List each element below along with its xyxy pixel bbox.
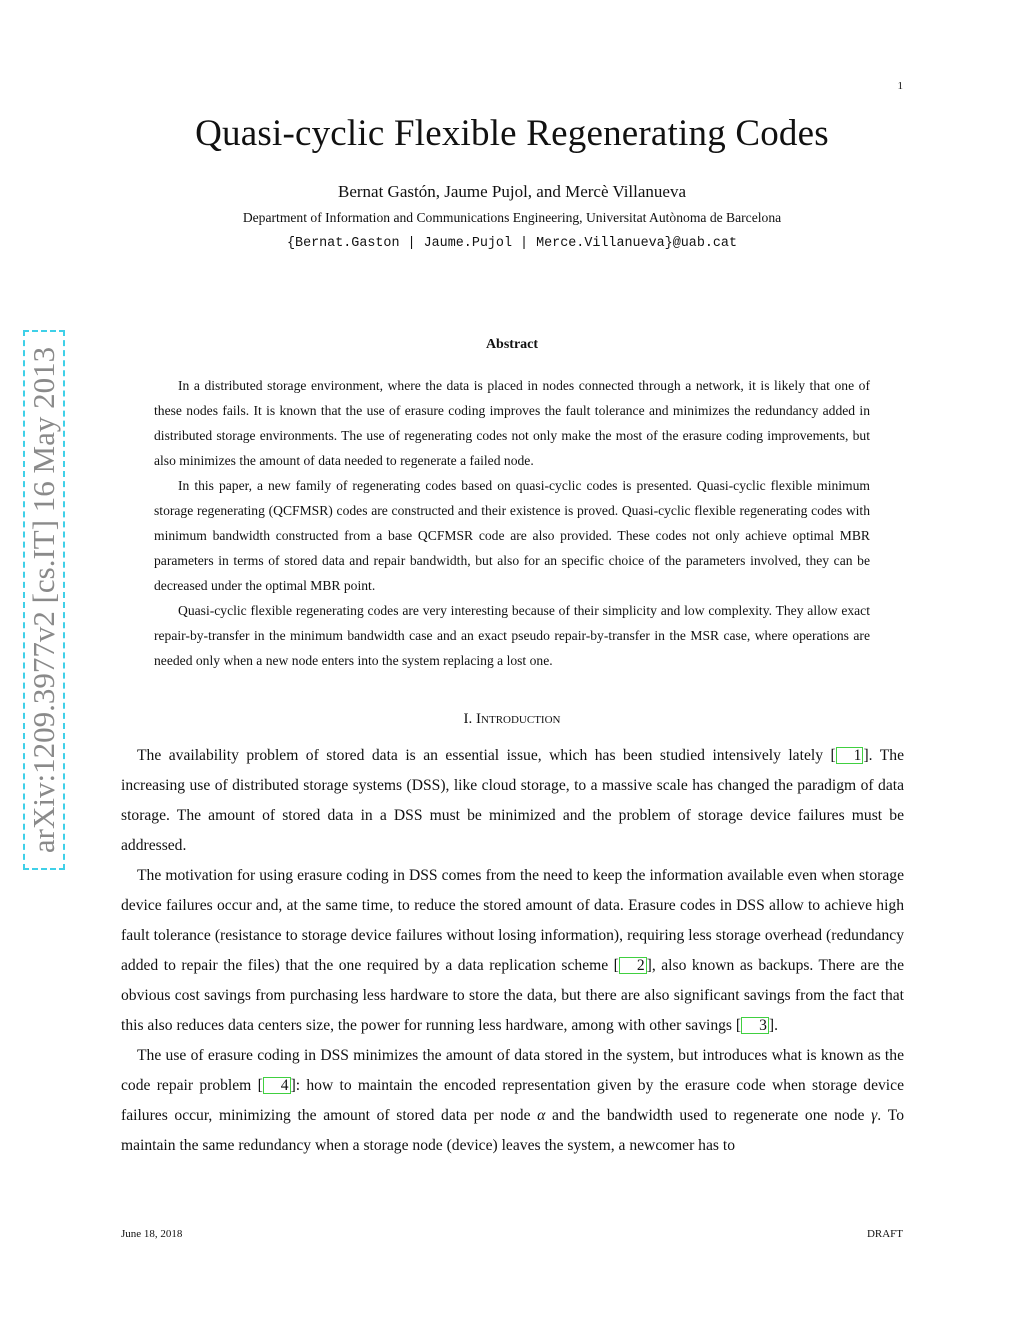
text-run: The availability problem of stored data is an essential issue, which has been studied intensively lately [ — [137, 747, 836, 764]
text-run: The motivation for using erasure coding in DSS comes from the need to keep the information available even when storage device failures occur and, at the same time, to reduce the stored amount of data. Erasure codes in DSS allow to achieve high fault tolerance (resistance to storage device failures without losing information), requiring less storage overhead (redundancy added to repair the files) that the one required by a data replication scheme [ — [121, 867, 904, 974]
text-run: ]: how to maintain the encoded representation given by the erasure code when storage device failures occur, minimizing the amount of stored data per node — [121, 1077, 904, 1124]
text-run: and the bandwidth used to regenerate one node — [545, 1107, 872, 1124]
text-run: . To maintain the same redundancy when a storage node (device) leaves the system, a newcomer has to — [121, 1107, 904, 1154]
footer-draft: DRAFT — [866, 1228, 903, 1240]
intro-paragraph — [121, 861, 904, 1041]
text-run: ]. — [768, 1017, 778, 1034]
intro-paragraph — [121, 1041, 904, 1161]
intro-paragraph — [121, 741, 904, 861]
abstract-paragraph: In this paper, a new family of regenerating codes based on quasi-cyclic codes is presented. Quasi-cyclic flexible minimum storage regenerating (QCFMSR) codes are constructed and their existence is proved. Quasi-cyclic flexible regenerating codes with minimum bandwidth constructed from a base QCFMSR code are also provided. These codes not only achieve optimal MBR parameters in terms of stored data and repair bandwidth, but also for an specific choice of the parameters involved, they can be decreased under the optimal MBR point. — [154, 478, 870, 593]
math-alpha: α — [537, 1107, 546, 1124]
math-gamma: γ — [871, 1107, 878, 1124]
footer-date: June 18, 2018 — [121, 1228, 183, 1240]
citation-link[interactable]: 4 — [263, 1077, 291, 1094]
arxiv-identifier: arXiv:1209.3977v2 [cs.IT] 16 May 2013 — [26, 346, 61, 854]
authors: Bernat Gastón, Jaume Pujol, and Mercè Villanueva — [337, 182, 687, 201]
section-number: I. — [463, 711, 477, 727]
citation-link[interactable]: 2 — [619, 957, 647, 974]
page-number: 1 — [897, 80, 903, 92]
abstract-body — [154, 373, 870, 673]
paper-title: Quasi-cyclic Flexible Regenerating Codes — [195, 113, 829, 154]
introduction-body — [121, 741, 904, 1161]
citation-link[interactable]: 1 — [836, 747, 864, 764]
section-heading — [0, 711, 1024, 728]
abstract-paragraph: Quasi-cyclic flexible regenerating codes are very interesting because of their simplicity and low complexity. They allow exact repair-by-transfer in the minimum bandwidth case and an exact pseudo repair-by-transfer in the MSR case, where operations are needed only when a new node enters into the system replacing a lost one. — [154, 603, 870, 668]
text-run: The use of erasure coding in DSS minimizes the amount of data stored in the system, but introduces what is known as the code repair problem [ — [121, 1047, 904, 1094]
abstract-paragraph: In a distributed storage environment, where the data is placed in nodes connected through a network, it is likely that one of these nodes fails. It is known that the use of erasure coding improves the fault tolerance and minimizes the redundancy added in distributed storage environments. The use of regenerating codes not only make the most of the erasure coding improvements, but also minimizes the amount of data needed to regenerate a failed node. — [154, 378, 870, 468]
section-title: Introduction — [476, 711, 561, 727]
abstract-heading: Abstract — [485, 337, 539, 352]
arxiv-stamp[interactable] — [23, 330, 65, 870]
citation-link[interactable]: 3 — [741, 1017, 769, 1034]
text-run: ], also known as backups. There are the obvious cost savings from purchasing less hardware to store the data, but there are also significant savings from the fact that this also reduces data centers size, the power for running less hardware, among with other savings [ — [121, 957, 904, 1034]
text-run: ]. The increasing use of distributed storage systems (DSS), like cloud storage, to a massive scale has changed the paradigm of data storage. The amount of stored data in a DSS must be minimized and the problem of storage device failures must be addressed. — [121, 747, 905, 854]
affiliation: Department of Information and Communications Engineering, Universitat Autònoma de Barcelona — [242, 210, 782, 225]
author-emails: {Bernat.Gaston | Jaume.Pujol | Merce.Villanueva}@uab.cat — [287, 236, 737, 251]
